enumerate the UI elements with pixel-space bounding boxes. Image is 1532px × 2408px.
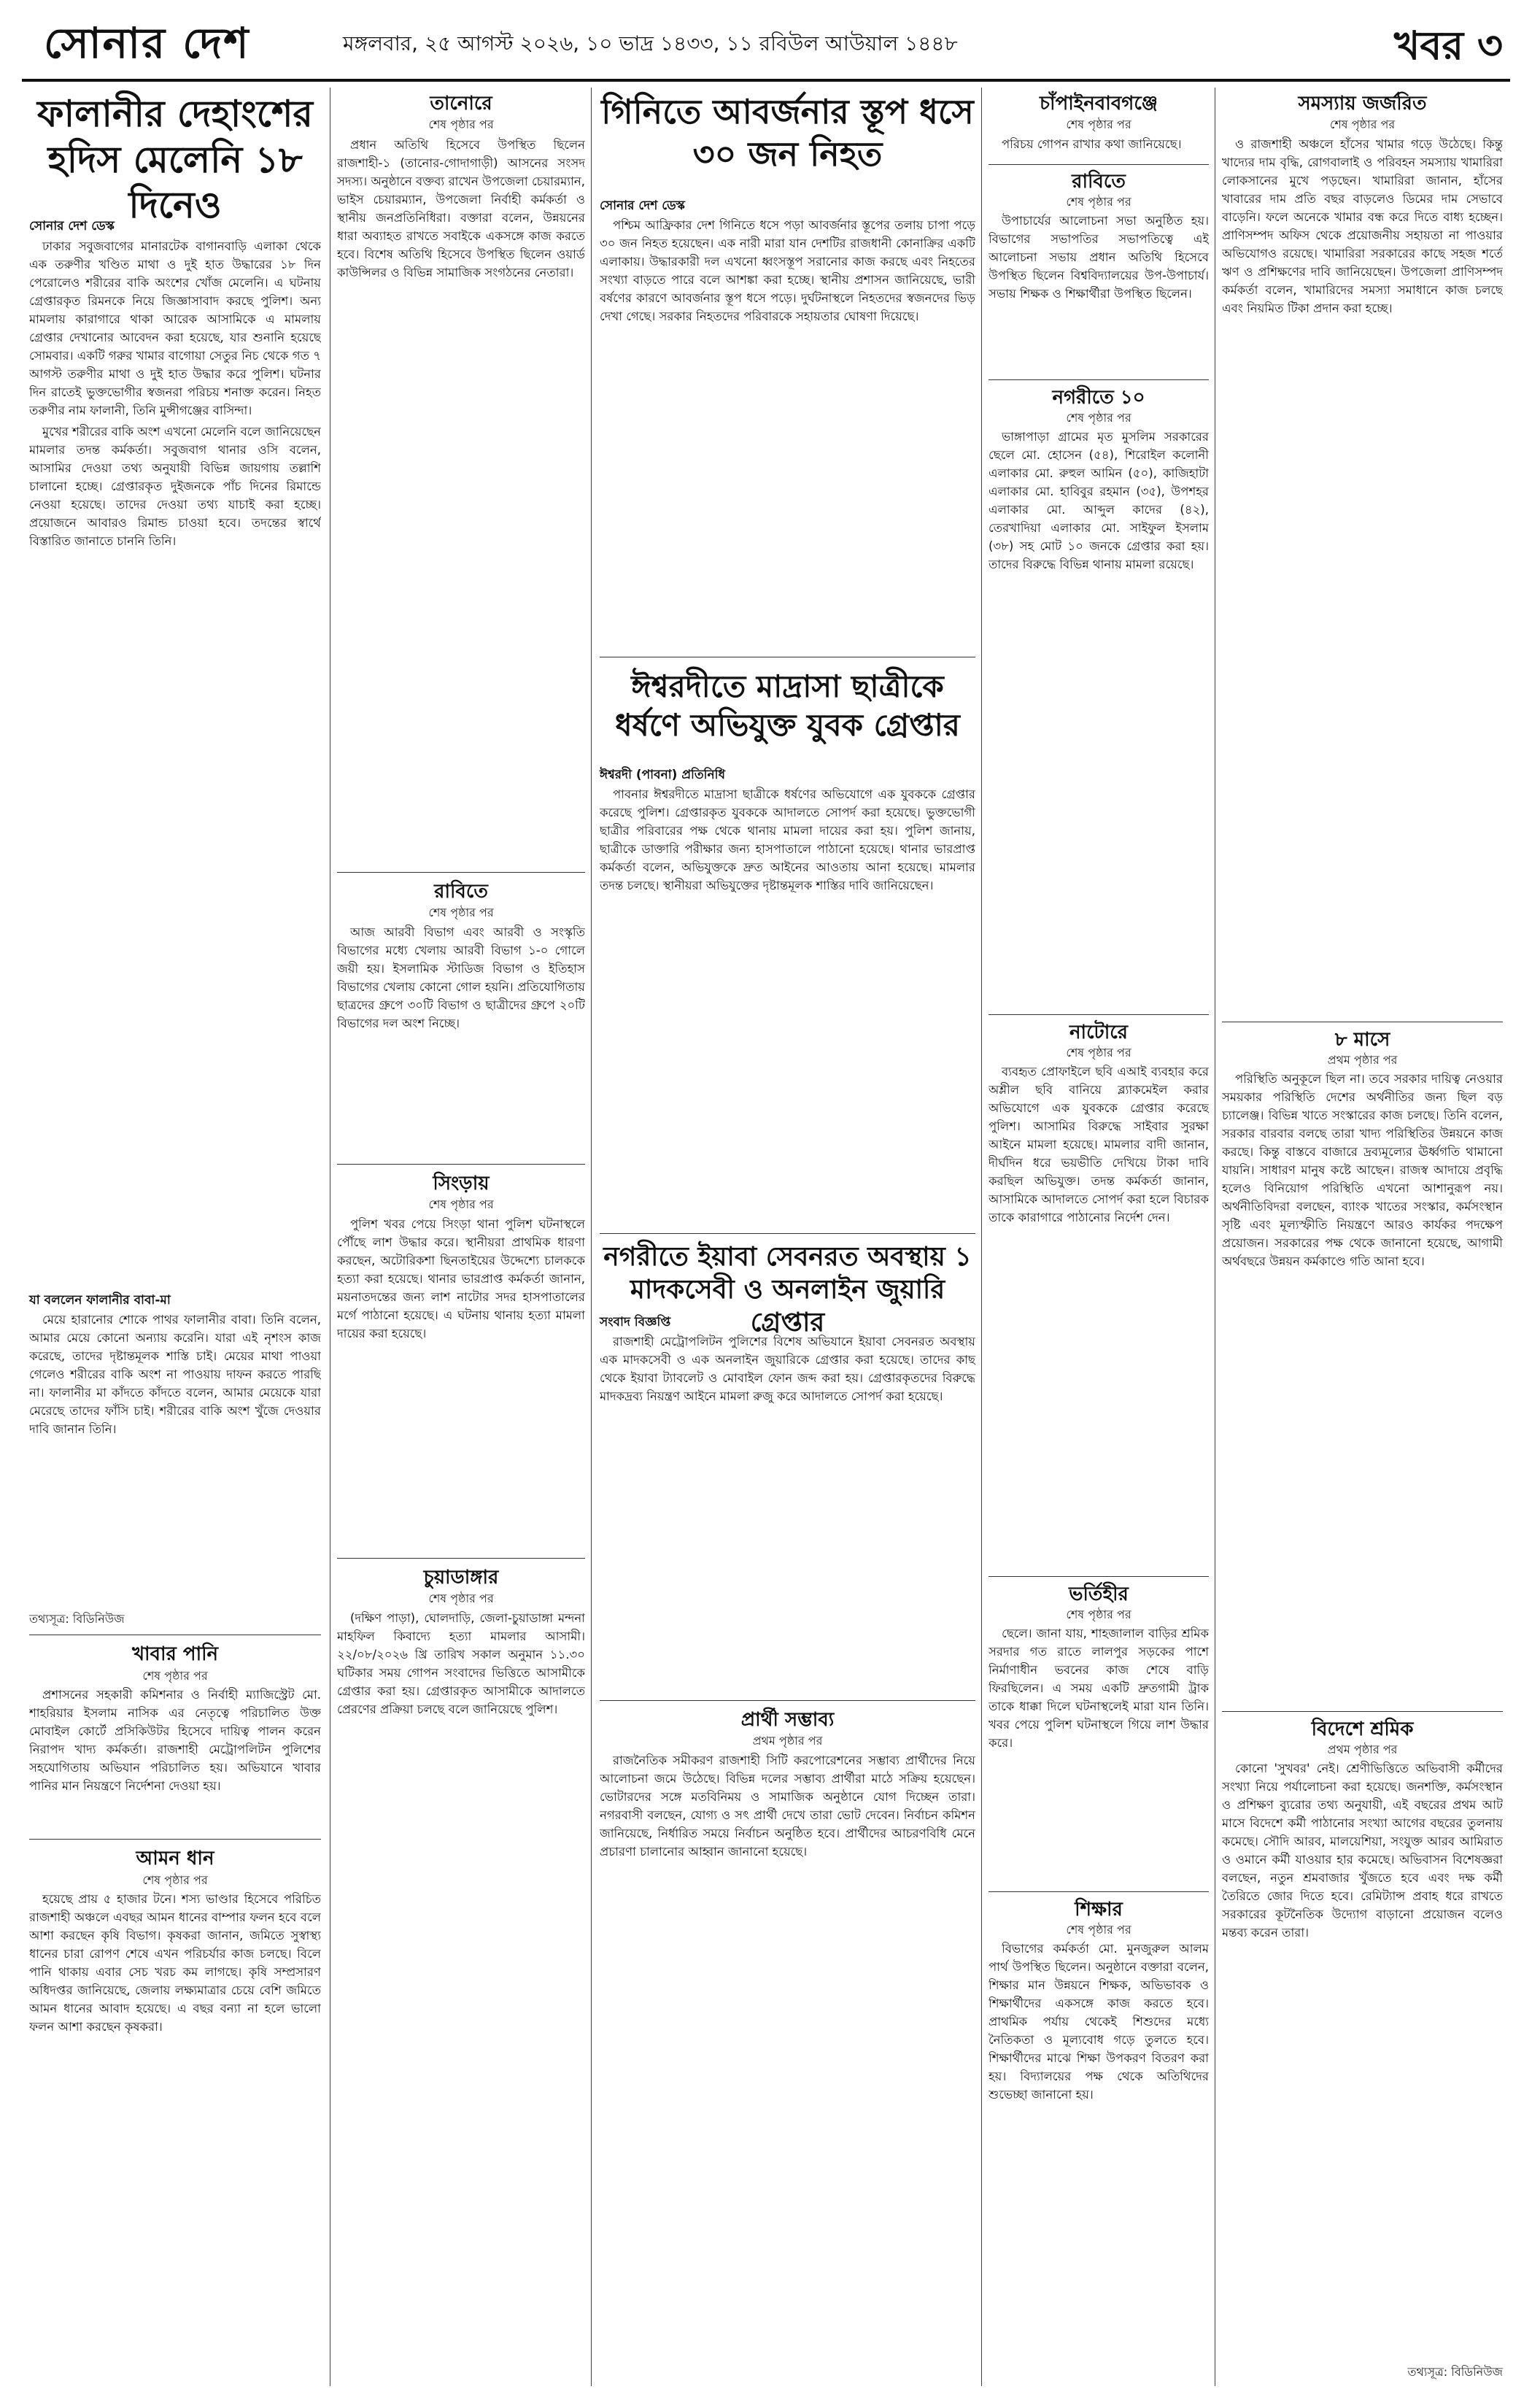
- story-body-chapai: [989, 135, 1209, 164]
- story-body-candidate: [600, 1751, 975, 2386]
- story-paragraph: রাজশাহী মেট্রোপলিটন পুলিশের বিশেষ অভিযানে ইয়াবা সেবনরত অবস্থায় এক মাদকসেবী ও এক অনলাইন জুয়ারিকে গ্রেপ্তার করা হয়েছে। তাদের কাছ থেকে ইয়াবা ট্যাবলেট ও মোবাইল ফোন জব্দ করা হয়। গ্রেপ্তারকৃতদের বিরুদ্ধে মাদকদ্রব্য নিয়ন্ত্রণ আইনে মামলা রুজু করে আদালতে সোপর্দ করা হয়েছে।: [600, 1335, 975, 1403]
- lead-paragraph: মুখের শরীরের বাকি অংশ এখনো মেলেনি বলে জানিয়েছেন মামলার তদন্ত কর্মকর্তা। সবুজবাগ থানার ওসি বলেন, আসামির দেওয়া তথ্য অনুযায়ী বিভিন্ন জায়গায় তল্লাশি চালানো হচ্ছে। গ্রেপ্তারকৃত দুইজনকে পাঁচ দিনের রিমান্ডে নেওয়া হয়েছে। তাদের দেওয়া তথ্য যাচাই করা হচ্ছে। প্রয়োজনে আবারও রিমান্ড চাওয়া হবে। তদন্তের স্বার্থে বিস্তারিত জানাতে চাননি তিনি।: [29, 425, 321, 548]
- story-divider: [337, 872, 585, 873]
- story-divider: [989, 1576, 1209, 1577]
- story-head-singra: সিংড়ায়: [433, 1173, 490, 1195]
- story-head-chapai: চাঁপাইনবাবগঞ্জে: [1040, 93, 1158, 115]
- story-body-aman: [29, 1890, 321, 2386]
- story-body-8-mashe: [1222, 1070, 1503, 1705]
- story-byline: সোনার দেশ ডেস্ক: [600, 198, 685, 213]
- story-byline: সংবাদ বিজ্ঞপ্তি: [600, 1315, 671, 1330]
- story-body-singra: [337, 1215, 585, 1551]
- masthead-date: মঙ্গলবার, ২৫ আগস্ট ২০২৬, ১০ ভাদ্র ১৪৩৩, ১১ রবিউল আউয়াল ১৪৪৮: [343, 31, 958, 55]
- story-body-natore: [989, 1062, 1209, 1573]
- lead-headline: ফালানীর দেহাংশের হদিস মেলেনি ১৮ দিনেও: [37, 92, 313, 226]
- story-head-candidate: প্রার্থী সম্ভাব্য: [740, 1709, 835, 1731]
- story-paragraph: বিভাগের কর্মকর্তা মো. মুনজুরুল আলম পার্থ উপস্থিত ছিলেন। অনুষ্ঠানে বক্তারা বলেন, শিক্ষার মান উন্নয়নে শিক্ষক, অভিভাবক ও শিক্ষার্থীদের একসঙ্গে কাজ করতে হবে। প্রাথমিক পর্যায় থেকেই শিশুদের মধ্যে নৈতিকতা ও মূল্যবোধ গড়ে তুলতে হবে। শিক্ষার্থীদের মাঝে শিক্ষা উপকরণ বিতরণ করা হয়। বিদ্যালয়ের পক্ষ থেকে অতিথিদের শুভেচ্ছা জানানো হয়।: [989, 1942, 1209, 2102]
- story-cont: শেষ পৃষ্ঠার পর: [428, 117, 494, 131]
- story-paragraph: প্রশাসনের সহকারী কমিশনার ও নির্বাহী ম্যাজিস্ট্রেট মো. শাহরিয়ার ইসলাম নাসিক এর নেতৃত্বে পরিচালিত উক্ত মোবাইল কোর্টে প্রসিকিউটর হিসেবে দায়িত্ব পালন করেন নিরাপদ খাদ্য কর্মকর্তা। রাজশাহী মেট্রোপলিটন পুলিশের সহযোগিতায় অভিযান পরিচালিত হয়। অভিযানে খাবার পানির মান নিয়ন্ত্রণে নির্দেশনা দেওয়া হয়।: [29, 1688, 321, 1793]
- story-head-chuadanga: চুয়াডাঙ্গার: [423, 1567, 499, 1589]
- story-divider: [989, 1891, 1209, 1892]
- story-cont: শেষ পৃষ্ঠার পর: [1066, 1923, 1131, 1937]
- story-body-vortihir: [989, 1624, 1209, 1887]
- story-cont: প্রথম পৃষ্ঠার পর: [1327, 1053, 1398, 1067]
- story-head-bideshe: বিদেশে শ্রমিক: [1311, 1718, 1414, 1740]
- story-cont: শেষ পৃষ্ঠার পর: [142, 1873, 208, 1887]
- lead-source: তথ্যসূত্র: বিডিনিউজ: [29, 1612, 125, 1626]
- story-head-water: খাবার পানি: [131, 1643, 219, 1665]
- story-divider: [337, 1164, 585, 1165]
- story-paragraph: কোনো 'সুখবর' নেই। শ্রেণীভিত্তিতে অভিবাসী কর্মীদের সংখ্যা নিয়ে পর্যালোচনা করা হয়েছে। জনশক্তি, কর্মসংস্থান ও প্রশিক্ষণ ব্যুরোর তথ্য অনুযায়ী, এই বছরের প্রথম আট মাসে বিদেশে কর্মী পাঠানোর সংখ্যা আগের বছরের তুলনায় কমেছে। সৌদি আরব, মালয়েশিয়া, সংযুক্ত আরব আমিরাত ও ওমানে কর্মী যাওয়ার হার কমেছে। অভিবাসন বিশেষজ্ঞরা বলছেন, নতুন শ্রমবাজার খুঁজতে হবে এবং দক্ষ কর্মী তৈরিতে জোর দিতে হবে। রেমিট্যান্স প্রবাহ ধরে রাখতে সরকারের কূটনৈতিক উদ্যোগ বাড়ানো প্রয়োজন বলেও মন্তব্য করেন তারা।: [1222, 1761, 1503, 1940]
- story-paragraph: আজ আরবী বিভাগ এবং আরবী ও সংস্কৃতি বিভাগের মধ্যে খেলায় আরবী বিভাগ ১-০ গোলে জয়ী হয়। ইসলামিক স্টাডিজ বিভাগ ও ইতিহাস বিভাগের খেলায় কোনো গোল হয়নি। প্রতিযোগিতায় ছাত্রদের গ্রুপে ৩০টি বিভাগ ও ছাত্রীদের গ্রুপে ২০টি বিভাগের দল অংশ নিচ্ছে।: [337, 925, 585, 1030]
- story-paragraph: পশ্চিম আফ্রিকার দেশ গিনিতে ধসে পড়া আবর্জনার স্তূপের তলায় চাপা পড়ে ৩০ জন নিহত হয়েছেন। এক নারী মারা যান দেশটির রাজধানী কোনাক্রির একটি এলাকায়। উদ্ধারকারী দল এখনো ধ্বংসস্তূপ সরানোর কাজ করছে এবং নিহতের সংখ্যা বাড়তে পারে বলে আশঙ্কা করা হচ্ছে। স্থানীয় প্রশাসন জানিয়েছে, ভারী বর্ষণের কারণে আবর্জনার স্তূপ ধসে পড়ে। দুর্ঘটনাস্থলে নিহতদের স্বজনদের ভিড় দেখা গেছে। সরকার নিহতদের পরিবারকে সহায়তার ঘোষণা দিয়েছে।: [600, 218, 975, 323]
- story-paragraph: ভাঙ্গাপাড়া গ্রামের মৃত মুসলিম সরকারের ছেলে মো. হোসেন (৫৪), শিরোইল কলোনী এলাকার মো. রুহুল আমিন (৫০), কাজিহাটা এলাকার মো. হাবিবুর রহমান (৩৫), উপশহর এলাকার মো. আব্দুল কাদের (৪২), তেরখাদিয়া এলাকার মো. সাইফুল ইসলাম (৩৮) সহ মোট ১০ জনকে গ্রেপ্তার করা হয়। তাদের বিরুদ্ধে বিভিন্ন থানায় মামলা রয়েছে।: [989, 430, 1209, 571]
- story-body-water: [29, 1686, 321, 1832]
- story-paragraph: রাজনৈতিক সমীকরণ রাজশাহী সিটি করপোরেশনের সম্ভাব্য প্রার্থীদের নিয়ে আলোচনা জমে উঠেছে। বিভিন্ন দলের সম্ভাব্য প্রার্থীরা মাঠে সক্রিয় হয়েছেন। ভোটারদের সঙ্গে মতবিনিময় ও সামাজিক অনুষ্ঠানে যোগ দিচ্ছেন তারা। নগরবাসী বলছেন, যোগ্য ও সৎ প্রার্থী দেখে তারা ভোট দেবেন। নির্বাচন কমিশন জানিয়েছে, নির্ধারিত সময়ে নির্বাচন অনুষ্ঠিত হবে। প্রার্থীদের আচরণবিধি মেনে প্রচারণা চালানোর আহ্বান জানানো হয়েছে।: [600, 1753, 975, 1859]
- lead-byline: সোনার দেশ ডেস্ক: [29, 219, 115, 234]
- story-paragraph: (দক্ষিণ পাড়া), ঘোলদাড়ি, জেলা-চুয়াডাঙ্গা মন্দনা মাহফিল কিবাদ্যে হত্যা মামলার আসামী। ২২/০৮/২০২৬ খ্রি তারিখ সকাল অনুমান ১১.৩০ ঘটিকার সময় গোপন সংবাদের ভিত্তিতে আসামীকে গ্রেপ্তার করা হয়। গ্রেপ্তারকৃত আসামীকে আদালতে প্রেরণের প্রক্রিয়া চলছে বলে জানিয়েছে পুলিশ।: [337, 1611, 585, 1716]
- story-body-ishwardi: [600, 785, 975, 1223]
- story-paragraph: পরিস্থিতি অনুকূলে ছিল না। তবে সরকার দায়িত্ব নেওয়ার সময়কার পরিস্থিতি দেশের অর্থনীতির জন্য ছিল বড় চ্যালেঞ্জ। বিভিন্ন খাতে সংস্কারের কাজ চলছে। তিনি বলেন, সরকার বারবার বলছে তারা খাদ্য পরিস্থিতির উন্নয়নে কাজ করছে। কিন্তু বাস্তবে বাজারে দ্রব্যমূল্যের ঊর্ধ্বগতি থামানো যায়নি। সাধারণ মানুষ কষ্টে আছেন। রাজস্ব আদায়ে প্রবৃদ্ধি হলেও বিনিয়োগ পরিস্থিতি এখনো আশানুরূপ নয়। অর্থনীতিবিদরা বলছেন, ব্যাংক খাতের সংস্কার, কর্মসংস্থান সৃষ্টি এবং মূল্যস্ফীতি নিয়ন্ত্রণে আরও কার্যকর পদক্ষেপ প্রয়োজন। সরকারের পক্ষ থেকে জানানো হয়েছে, আগামী অর্থবছরে উন্নয়ন কর্মকাণ্ডে গতি আনা হবে।: [1222, 1072, 1503, 1268]
- story-cont: শেষ পৃষ্ঠার পর: [1329, 117, 1396, 131]
- story-divider: [989, 379, 1209, 380]
- story-head-aman: আমন ধান: [136, 1848, 214, 1869]
- story-body-guinea: [600, 216, 975, 654]
- story-body-chuadanga: [337, 1609, 585, 2386]
- story-head-8-mashe: ৮ মাসে: [1334, 1029, 1390, 1051]
- story-divider: [600, 1233, 975, 1234]
- story-body-yaba: [600, 1332, 975, 1697]
- story-divider: [600, 1700, 975, 1701]
- story-body-bideshe: [1222, 1759, 1503, 2358]
- story-byline: ঈশ্বরদী (পাবনা) প্রতিনিধি: [600, 768, 726, 782]
- story-headline-ishwardi: ঈশ্বরদীতে মাদ্রাসা ছাত্রীকে ধর্ষণে অভিযুক্ত যুবক গ্রেপ্তার: [615, 668, 960, 743]
- story-body-rabite: [337, 923, 585, 1157]
- sub-paragraph: মেয়ে হারানোর শোকে পাথর ফালানীর বাবা। তিনি বলেন, আমার মেয়ে কোনো অন্যায় করেনি। যারা এই নৃশংস কাজ করেছে, তাদের দৃষ্টান্তমূলক শাস্তি চাই। মেয়ের মাথা পাওয়া গেলেও শরীরের বাকি অংশ না পাওয়ায় দাফন করতে পারছি না। ফালানীর মা কাঁদতে কাঁদতে বলেন, আমার মেয়েকে যারা মেরেছে তাদের ফাঁসি চাই। শরীরের বাকি অংশ খুঁজে দেওয়ার দাবি জানান তিনি।: [29, 1313, 321, 1436]
- story-source: তথ্যসূত্র: বিডিনিউজ: [1407, 2365, 1503, 2379]
- story-headline-yaba: নগরীতে ইয়াবা সেবনরত অবস্থায় ১ মাদকসেবী ও অনলাইন জুয়ারি গ্রেপ্তার: [603, 1241, 972, 1338]
- story-head-vortihir: ভর্তিহীর: [1069, 1583, 1129, 1605]
- story-cont: শেষ পৃষ্ঠার পর: [428, 1197, 494, 1211]
- story-paragraph: হয়েছে প্রায় ৫ হাজার টনে। শস্য ভাণ্ডার হিসেবে পরিচিত রাজশাহী অঞ্চলে এবছর আমন ধানের বাম্পার ফলন হবে বলে আশা করছেন কৃষি বিভাগ। কৃষকরা জানান, জমিতে সুস্বাস্থ্য ধানের চারা রোপণ শেষে এখন পরিচর্যার কাজ চলছে। বিলে পানি থাকায় এবার সেচ খরচ কম লাগছে। কৃষি সম্প্রসারণ অধিদপ্তর জানিয়েছে, জেলায় লক্ষ্যমাত্রার চেয়ে বেশি জমিতে আমন ধানের আবাদ হয়েছে। এ বছর বন্যা না হলে ভালো ফলন আশা করছেন কৃষকরা।: [29, 1892, 321, 2034]
- story-divider: [1222, 1711, 1503, 1712]
- story-divider: [29, 1839, 321, 1840]
- lead-paragraph: ঢাকার সবুজবাগের মানারটেক বাগানবাড়ি এলাকা থেকে এক তরুণীর খণ্ডিত মাথা ও দুই হাত উদ্ধারের ১৮ দিন পেরোলেও শরীরের বাকি অংশের খোঁজ মেলেনি। এ ঘটনায় গ্রেপ্তারকৃত রিমনকে নিয়ে জিজ্ঞাসাবাদ করছে পুলিশ। অন্য মামলায় কারাগারে থাকা আরেক আসামিকে এ মামলায় গ্রেপ্তার দেখানোর আবেদন করা হয়েছে, যার শুনানি হয়েছে সোমবার। একটি গরুর খামার বাগোয়া সেতুর নিচ থেকে গত ৭ আগস্ট তরুণীর মাথা ও দুই হাত উদ্ধার করে পুলিশ। ঘটনার দিন রাতেই ভুক্তভোগীর স্বজনরা পরিচয় শনাক্ত করেন। নিহত তরুণীর নাম ফালানী, তিনি মুন্সীগঞ্জের বাসিন্দা।: [29, 239, 321, 417]
- story-cont: শেষ পৃষ্ঠার পর: [1066, 117, 1131, 131]
- story-paragraph: ছেলে। জানা যায়, শাহজালাল বাড়ির শ্রমিক সরদার গত রাতে লালপুর সড়কের পাশে নির্মাণাধীন ভবনের কাজ শেষে বাড়ি ফিরছিলেন। এ সময় একটি দ্রুতগামী ট্রাক তাকে ধাক্কা দিলে ঘটনাস্থলেই মারা যান তিনি। খবর পেয়ে পুলিশ ঘটনাস্থলে গিয়ে লাশ উদ্ধার করে।: [989, 1626, 1209, 1750]
- lead-body: [29, 237, 321, 646]
- story-divider: [337, 1558, 585, 1559]
- story-body-somossay: [1222, 135, 1503, 1018]
- story-cont: শেষ পৃষ্ঠার পর: [428, 1591, 494, 1605]
- sub-body: [29, 1311, 321, 1617]
- story-cont: শেষ পৃষ্ঠার পর: [1066, 1046, 1131, 1060]
- story-head-somossay: সমস্যায় জর্জরিত: [1298, 93, 1427, 115]
- story-head-rabite: রাবিতে: [434, 881, 488, 903]
- story-head-nagari: নগরীতে ১০: [1052, 387, 1145, 409]
- story-paragraph: ব্যবহৃত প্রোফাইলে ছবি এআই ব্যবহার করে অশ্লীল ছবি বানিয়ে ব্ল্যাকমেইল করার অভিযোগে এক যুবককে গ্রেপ্তার করেছে পুলিশ। আসামির বিরুদ্ধে সাইবার সুরক্ষা আইনে মামলা হয়েছে। মামলার বাদী জানান, দীর্ঘদিন ধরে ভয়ভীতি দেখিয়ে টাকা দাবি করছিল অভিযুক্ত। তদন্ত কর্মকর্তা জানান, আসামিকে আদালতে সোপর্দ করা হলে বিচারক তাকে কারাগারে পাঠানোর নির্দেশ দেন।: [989, 1065, 1209, 1224]
- story-paragraph: পুলিশ খবর পেয়ে সিংড়া থানা পুলিশ ঘটনাস্থলে পৌঁছে লাশ উদ্ধার করে। স্থানীয়রা প্রাথমিক ধারণা করছেন, অটোরিকশা ছিনতাইয়ের উদ্দেশ্যে চালককে হত্যা করা হয়েছে। থানার ভারপ্রাপ্ত কর্মকর্তা জানান, ময়নাতদন্তের জন্য লাশ নাটোর সদর হাসপাতালের মর্গে পাঠানো হয়েছে। এ ঘটনায় থানায় হত্যা মামলা দায়ের করা হয়েছে।: [337, 1217, 585, 1340]
- story-cont: শেষ পৃষ্ঠার পর: [1066, 195, 1131, 209]
- story-head-tanore: তানোরে: [430, 93, 492, 115]
- column-rule: [591, 88, 592, 2386]
- story-body-shikkhar: [989, 1940, 1209, 2386]
- story-head-natore: নাটোরে: [1069, 1022, 1128, 1043]
- story-paragraph: উপাচার্যের আলোচনা সভা অনুষ্ঠিত হয়। বিভাগের সভাপতির সভাপতিত্বে এই আলোচনা সভায় প্রধান অতিথি হিসেবে উপস্থিত ছিলেন বিশ্ববিদ্যালয়ের উপ-উপাচার্য। সভায় শিক্ষক ও শিক্ষার্থীরা উপস্থিত ছিলেন।: [989, 214, 1209, 301]
- masthead-logo: সোনার দেশ: [44, 18, 250, 68]
- story-cont: শেষ পৃষ্ঠার পর: [1066, 411, 1131, 425]
- story-paragraph: প্রধান অতিথি হিসেবে উপস্থিত ছিলেন রাজশাহী-১ (তানোর-গোদাগাড়ী) আসনের সংসদ সদস্য। অনুষ্ঠানে বক্তব্য রাখেন উপজেলা চেয়ারম্যান, ভাইস চেয়ারম্যান, উপজেলা নির্বাহী কর্মকর্তা ও স্থানীয় জনপ্রতিনিধিরা। বক্তারা বলেন, উন্নয়নের ধারা অব্যাহত রাখতে সবাইকে একসঙ্গে কাজ করতে হবে। বিশেষ অতিথি হিসেবে উপস্থিত ছিলেন ওয়ার্ড কাউন্সিলর ও বিভিন্ন সামাজিক সংগঠনের নেতারা।: [337, 138, 585, 279]
- story-body-tanore: [337, 136, 585, 865]
- story-cont: শেষ পৃষ্ঠার পর: [428, 906, 494, 919]
- story-cont: শেষ পৃষ্ঠার পর: [1066, 1608, 1131, 1621]
- story-head-shikkhar: শিক্ষার: [1075, 1899, 1123, 1921]
- story-paragraph: ও রাজশাহী অঞ্চলে হাঁসের খামার গড়ে উঠেছে। কিন্তু খাদ্যের দাম বৃদ্ধি, রোগবালাই ও পরিবহন সমস্যায় খামারিরা লোকসানের মুখে পড়ছেন। খামারিরা জানান, হাঁসের খাবারের দাম প্রতি বছর বাড়লেও ডিমের দাম সেভাবে বাড়েনি। ফলে অনেকে খামার বন্ধ করে দিতে বাধ্য হচ্ছেন। প্রাণিসম্পদ অফিস থেকে প্রয়োজনীয় সহায়তা না পাওয়ার অভিযোগও রয়েছে। খামারিরা সরকারের কাছে সহজ শর্তে ঋণ ও প্রশিক্ষণের দাবি জানিয়েছেন। উপজেলা প্রাণিসম্পদ কর্মকর্তা বলেন, খামারিদের সমস্যা সমাধানে কাজ চলছে এবং নিয়মিত টিকা প্রদান করা হচ্ছে।: [1222, 137, 1503, 315]
- story-body-nagari: [989, 428, 1209, 1011]
- story-divider: [989, 1014, 1209, 1015]
- masthead-rule: [22, 79, 1510, 82]
- story-cont: শেষ পৃষ্ঠার পর: [142, 1669, 208, 1683]
- sub-head: যা বললেন ফালানীর বাবা-মা: [29, 1293, 171, 1308]
- story-cont: প্রথম পৃষ্ঠার পর: [1327, 1743, 1398, 1756]
- story-body-rabite-2: [989, 212, 1209, 372]
- story-headline-guinea: গিনিতে আবর্জনার স্তূপ ধসে ৩০ জন নিহত: [601, 92, 974, 174]
- story-divider: [989, 164, 1209, 165]
- story-cont: প্রথম পৃষ্ঠার পর: [752, 1734, 823, 1748]
- section-label: খবর ৩: [1393, 22, 1503, 69]
- column-rule: [981, 88, 982, 2386]
- story-head-rabite-2: রাবিতে: [1072, 171, 1126, 193]
- story-paragraph: পরিচয় গোপন রাখার কথা জানিয়েছে।: [1002, 137, 1182, 151]
- story-paragraph: পাবনার ঈশ্বরদীতে মাদ্রাসা ছাত্রীকে ধর্ষণের অভিযোগে এক যুবককে গ্রেপ্তার করেছে পুলিশ। গ্রেপ্তারকৃত যুবককে আদালতে সোপর্দ করা হয়েছে। ভুক্তভোগী ছাত্রীর পরিবারের পক্ষ থেকে থানায় মামলা দায়ের করা হয়। পুলিশ জানায়, ছাত্রীকে ডাক্তারি পরীক্ষার জন্য হাসপাতালে পাঠানো হয়েছে। থানার ভারপ্রাপ্ত কর্মকর্তা বলেন, অভিযুক্তকে দ্রুত আইনের আওতায় আনা হয়েছে। মামলার তদন্ত চলছে। স্থানীয়রা অভিযুক্তের দৃষ্টান্তমূলক শাস্তির দাবি জানিয়েছেন।: [600, 787, 975, 892]
